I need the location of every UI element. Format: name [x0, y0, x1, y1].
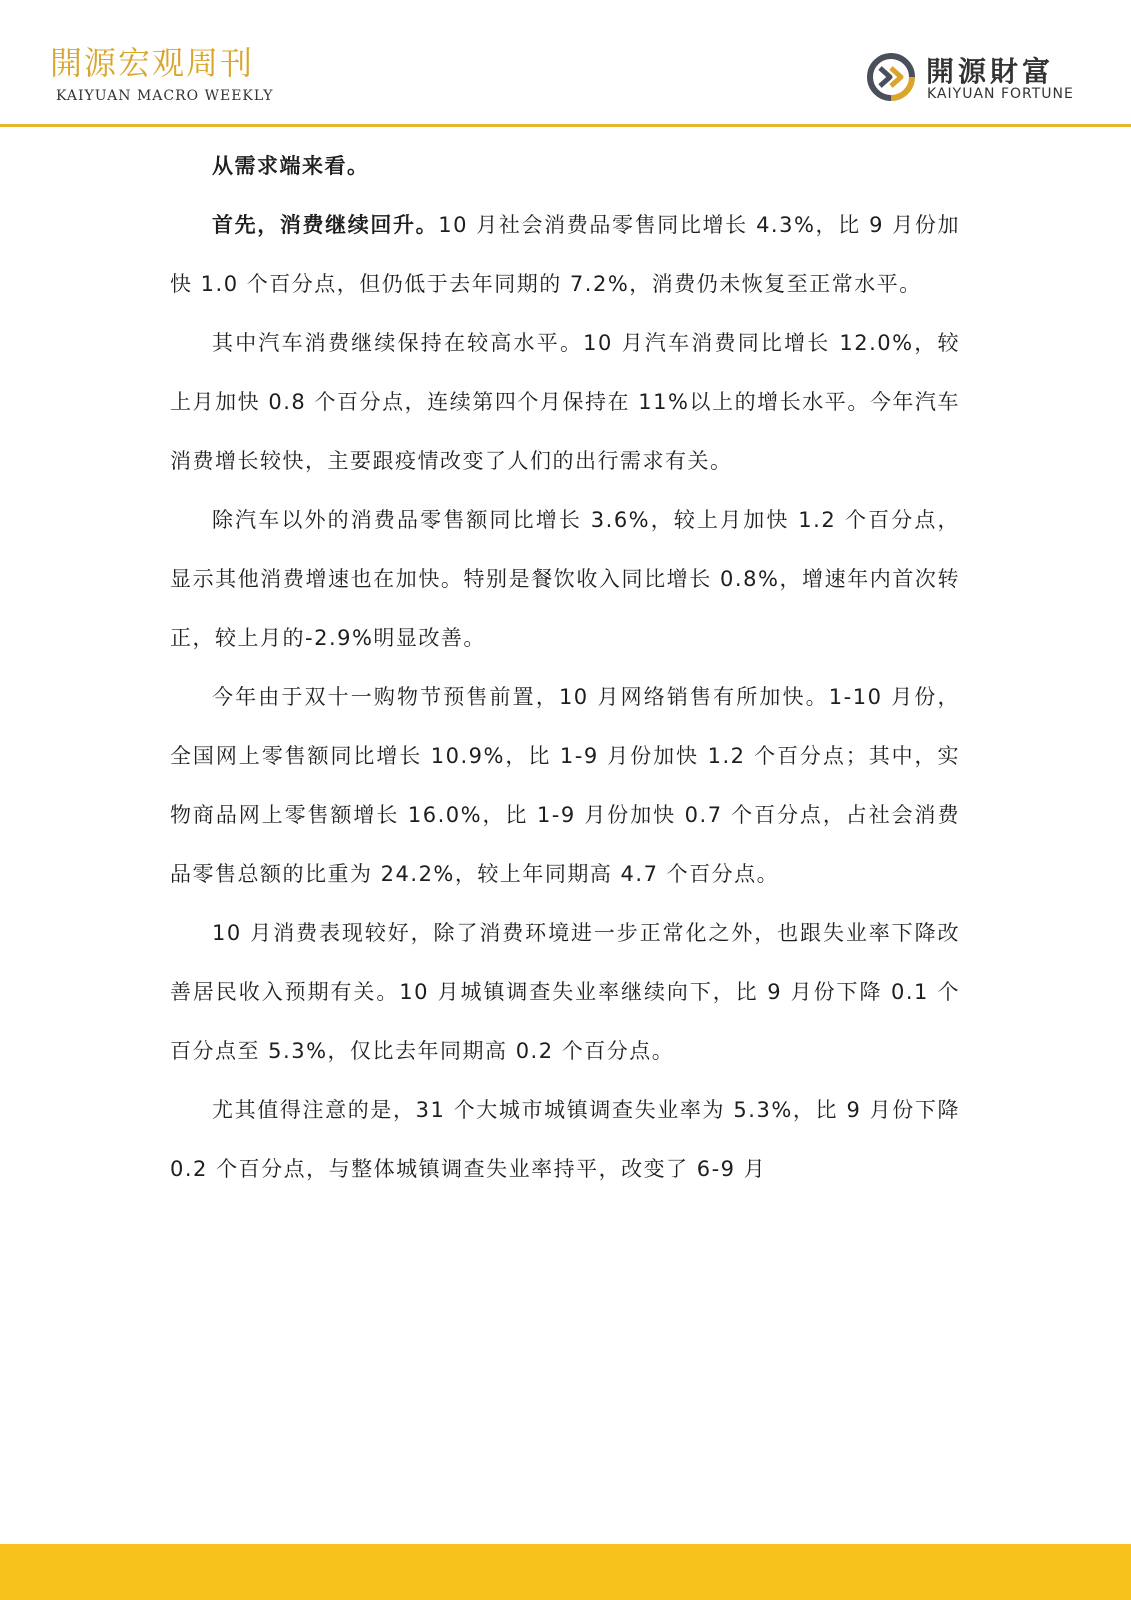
kaiyuan-logo-mark-icon: [866, 52, 916, 102]
paragraph: [170, 491, 960, 668]
paragraph-lead: 从需求端来看。: [212, 154, 370, 178]
publication-title: 開源宏观周刊: [50, 44, 255, 82]
paragraph: [170, 196, 960, 314]
header-divider: [0, 124, 1131, 127]
paragraph-text: 除汽车以外的消费品零售额同比增长 3.6%，较上月加快 1.2 个百分点，显示其他消费增速也在加快。特别是餐饮收入同比增长 0.8%，增速年内首次转正，较上月的-2.9%明显改善。: [170, 508, 960, 650]
brand-name-en: KAIYUAN FORTUNE: [927, 86, 1074, 102]
footer-band: [0, 1544, 1131, 1600]
paragraph-text: 10 月消费表现较好，除了消费环境进一步正常化之外，也跟失业率下降改善居民收入预期有关。10 月城镇调查失业率继续向下，比 9 月份下降 0.1 个百分点至 5.3%，仅比去年同期高 0.2 个百分点。: [170, 921, 960, 1063]
paragraph-text: 今年由于双十一购物节预售前置，10 月网络销售有所加快。1-10 月份，全国网上零售额同比增长 10.9%，比 1-9 月份加快 1.2 个百分点；其中，实物商品网上零售额增长 16.0%，比 1-9 月份加快 0.7 个百分点，占社会消费品零售总额的比重为 24.2%，较上年同期高 4.7 个百分点。: [170, 685, 960, 886]
page-header: [0, 0, 1131, 128]
article-body: [170, 137, 960, 1199]
paragraph: [170, 1081, 960, 1199]
paragraph-text: 尤其值得注意的是，31 个大城市城镇调查失业率为 5.3%，比 9 月份下降 0.2 个百分点，与整体城镇调查失业率持平，改变了 6-9 月: [170, 1098, 960, 1181]
publication-subtitle: KAIYUAN MACRO WEEKLY: [56, 88, 274, 104]
paragraph-text: 其中汽车消费继续保持在较高水平。10 月汽车消费同比增长 12.0%，较上月加快 0.8 个百分点，连续第四个月保持在 11%以上的增长水平。今年汽车消费增长较快，主要跟疫情改变了人们的出行需求有关。: [170, 331, 960, 473]
paragraph: [170, 314, 960, 491]
paragraph: [170, 668, 960, 904]
paragraph: [170, 137, 960, 196]
brand-name-cn: 開源財富: [926, 55, 1055, 88]
paragraph: [170, 904, 960, 1081]
paragraph-text: 10 月社会消费品零售同比增长 4.3%，比 9 月份加快 1.0 个百分点，但仍低于去年同期的 7.2%，消费仍未恢复至正常水平。: [170, 213, 960, 296]
brand-logo: [866, 50, 1096, 106]
paragraph-lead: 首先，消费继续回升。: [212, 213, 439, 237]
